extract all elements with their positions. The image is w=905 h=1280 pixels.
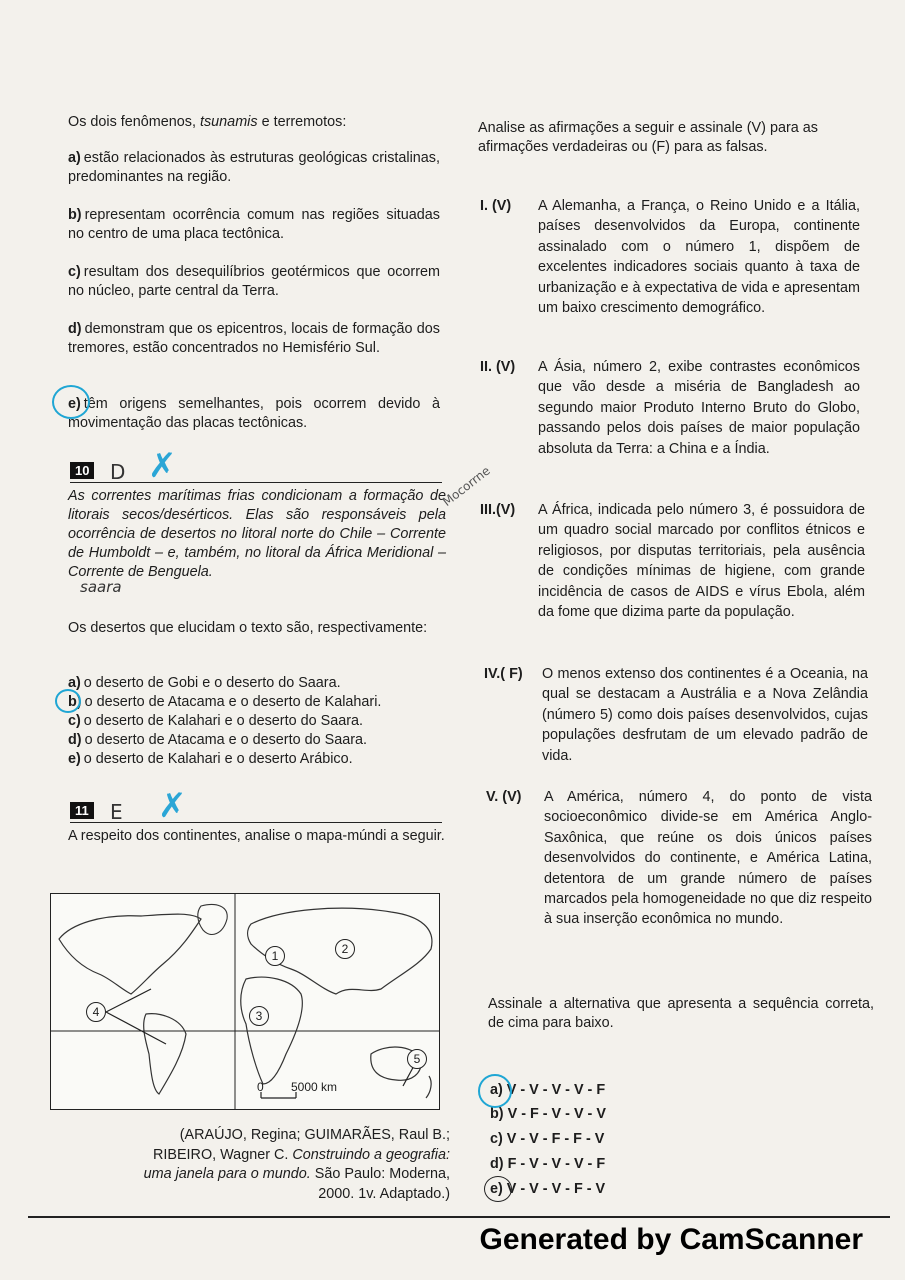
pencil-circle-mark bbox=[484, 1176, 512, 1202]
q9-option-e: e) têm origens semelhantes, pois ocorrem devido à movimentação das placas tectônicas. bbox=[68, 396, 440, 431]
world-map bbox=[50, 893, 440, 1110]
q10-option-b: b) o deserto de Atacama e o deserto de Kalahari. bbox=[68, 694, 382, 710]
question-number-badge: 10 bbox=[70, 462, 94, 479]
q9-option-a: a) estão relacionados às estruturas geológicas cristalinas, predominantes na região. bbox=[68, 150, 440, 185]
world-map-drawing bbox=[51, 894, 439, 1109]
footer-divider bbox=[28, 1216, 890, 1218]
handwritten-note: saara bbox=[80, 578, 122, 596]
right-instruction: Analise as afirmações a seguir e assinale (V) para as afirmações verdadeiras ou (F) para as falsas. bbox=[478, 120, 818, 155]
question-9-stem: Os dois fenômenos, tsunamis e terremotos: bbox=[68, 114, 347, 130]
answer-circle-mark bbox=[55, 689, 81, 713]
cross-mark-icon: ✗ bbox=[158, 786, 187, 826]
answer-circle-mark bbox=[52, 385, 90, 419]
q9-option-b: b) representam ocorrência comum nas regiões situadas no centro de uma placa tectônica. bbox=[68, 207, 440, 242]
q10-option-d: d) o deserto de Atacama e o deserto do Saara. bbox=[68, 732, 367, 748]
handwritten-answer: D bbox=[110, 460, 126, 484]
q9-option-d: d) demonstram que os epicentros, locais de formação dos tremores, estão concentrados no Hemisfério Sul. bbox=[68, 321, 440, 356]
question-number-badge: 11 bbox=[70, 802, 94, 819]
margin-note: Mocorrne bbox=[440, 463, 493, 510]
scale-label: 5000 km bbox=[291, 1080, 338, 1094]
answer-circle-mark bbox=[478, 1074, 512, 1108]
map-label-3: 3 bbox=[249, 1006, 269, 1026]
camscanner-watermark: Generated by CamScanner bbox=[479, 1223, 863, 1256]
map-label-4: 4 bbox=[86, 1002, 106, 1022]
q10-option-c: c) o deserto de Kalahari e o deserto do Saara. bbox=[68, 713, 364, 729]
answer-a: a) V - V - V - V - F bbox=[490, 1082, 606, 1098]
q10-option-a: a) o deserto de Gobi e o deserto do Saara. bbox=[68, 675, 341, 691]
answer-c: c) V - V - F - F - V bbox=[490, 1131, 605, 1147]
question-11-stem: A respeito dos continentes, analise o mapa-múndi a seguir. bbox=[68, 828, 445, 844]
q9-option-c: c) resultam dos desequilíbrios geotérmicos que ocorrem no núcleo, parte central da Terra. bbox=[68, 264, 440, 299]
answer-b: b) V - F - V - V - V bbox=[490, 1106, 606, 1122]
scanned-page: Os dois fenômenos, tsunamis e terremotos: a) estão relacionados às estruturas geológicas cristalinas, predominantes na região. b) representam ocorrência comum nas regiões situadas no centro de uma placa tectônica. c) resultam dos desequilíbrios geotérmicos que ocorrem no núcleo, parte central da Terra. d) demonstram que os epicentros, locais de formação dos tremores, estão concentrados no Hemisfério Sul. e) têm origens semelhantes, pois ocorrem devido à movimentação das placas tectônicas. 10 D ✗ As correntes marítimas frias condicionam a formação de litorais secos/desérticos. Elas são responsáveis pela ocorrência de desertos no litoral norte do Chile – Corrente de Humboldt – e, também, no litoral da África Meridional – Corrente de Benguela. saara Os desertos que elucidam o texto são, respectivamente: a) o deserto de Gobi e o deserto do Saara. b) o deserto de Atacama e o deserto de Kalahari. c) o deserto de Kalahari e o deserto do Saara. d) o deserto de Atacama e o deserto do Saara. e) o deserto de Kalahari e o deserto Arábico. 11 E ✗ A respeito dos continentes, analise o mapa-múndi a seguir. 1 2 3 4 5 0 5000 km (ARAÚJO, Regina; GUIMARÃES, Raul B.; RIBEIRO, Wagner C. Construindo a geografia: uma janela para o mundo. São Paulo: Moderna, 2000. 1v. Adaptado.) Analise as afirmações a seguir e assinale (V) para as afirmações verdadeiras ou (F) para as falsas. I. (V) A Alemanha, a França, o Reino Unido e a Itália, países desenvolvidos da Europa, continente assinalado com o número 1, dispõem de excelentes indicadores sociais quanto à taxa de urbanização e à expectativa de vida e apresentam um baixo crescimento demográfico. II. (V) A Ásia, número 2, exibe contrastes econômicos que vão desde a miséria de Bangladesh ao segundo maior Produto Interno Bruto do Globo, passando pelos dois países de maior população absoluta da Terra: a China e a Índia. III.(V) A África, indicada pelo número 3, é possuidora de um quadro social marcado por conflitos étnicos e religiosos, por disputas territoriais, pela ausência de condições mínimas de higiene, com grande incidência de casos de AIDS e vírus Ebola, além da fome que dizima parte da população. IV.( F) O menos extenso dos continentes é a Oceania, na qual se destacam a Austrália e a Nova Zelândia (número 5) como dois países desenvolvidos, cujas populações desfrutam de um elevado padrão de vida. V. (V) A América, número 4, do ponto de vista socioeconômico divide-se em América Anglo-Saxônica, que reúne os dois únicos países desenvolvidos do continente, e América Latina, detentora de um grande número de países marcados pela homogeneidade no que diz respeito à sua inserção econômica no mundo. Mocorrne Assinale a alternativa que apresenta a sequência correta, de cima para baixo. a) V - V - V - V - F b) V - F - V - V - V c) V - V - F - F - V d) F - V - V - V - F e) V - V - V - F - V Generated by CamScanner bbox=[0, 0, 905, 1280]
handwritten-answer: E bbox=[110, 800, 123, 824]
cross-mark-icon: ✗ bbox=[148, 446, 177, 486]
map-label-2: 2 bbox=[335, 939, 355, 959]
question-10-text: As correntes marítimas frias condicionam a formação de litorais secos/desérticos. Elas são responsáveis pela ocorrência de desertos no litoral norte do Chile – Corrente de Humboldt – e, também, no litoral da África Meridional – Corrente de Benguela. bbox=[68, 488, 446, 580]
map-label-5: 5 bbox=[407, 1049, 427, 1069]
question-10-stem: Os desertos que elucidam o texto são, respectivamente: bbox=[68, 620, 428, 636]
answer-d: d) F - V - V - V - F bbox=[490, 1156, 606, 1172]
map-citation: (ARAÚJO, Regina; GUIMARÃES, Raul B.; RIBEIRO, Wagner C. Construindo a geografia: uma janela para o mundo. São Paulo: Moderna, 2000. 1v. Adaptado.) bbox=[143, 1127, 450, 1202]
map-label-1: 1 bbox=[265, 946, 285, 966]
scale-zero: 0 bbox=[257, 1080, 264, 1094]
final-stem: Assinale a alternativa que apresenta a sequência correta, de cima para baixo. bbox=[488, 996, 874, 1031]
q10-option-e: e) o deserto de Kalahari e o deserto Arábico. bbox=[68, 751, 353, 767]
question-10-header bbox=[70, 446, 442, 486]
answer-e: e) V - V - V - F - V bbox=[490, 1181, 606, 1197]
question-11-header bbox=[70, 786, 442, 826]
